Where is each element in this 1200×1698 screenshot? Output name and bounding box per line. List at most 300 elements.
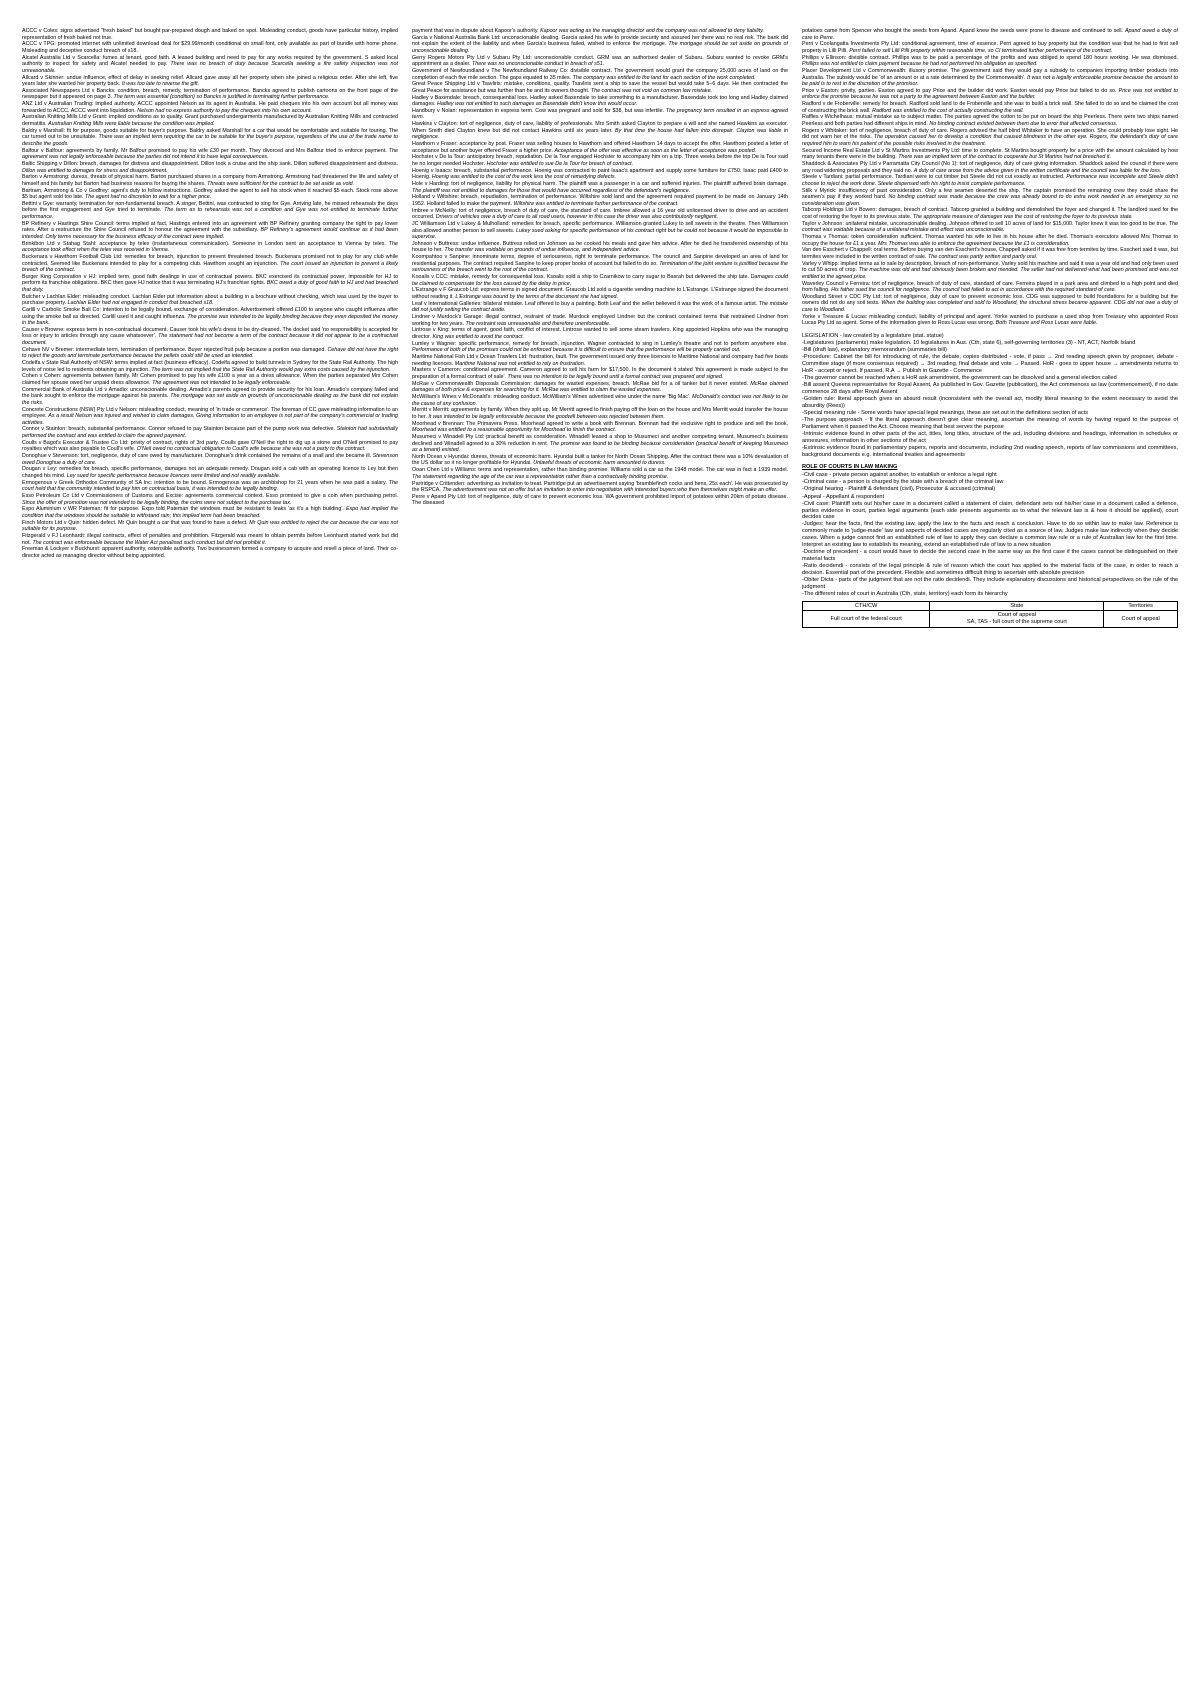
case-name: Taylor v Johnson: bbox=[802, 220, 844, 227]
case-entry bbox=[22, 347, 398, 360]
case-entry bbox=[22, 55, 398, 75]
case-name: Barton v Armstrong: bbox=[22, 174, 70, 181]
legislation-note: -Bill (draft law), explanatory memorandum (summaries bill) bbox=[802, 347, 947, 354]
case-name: Perri v Coolangatta Investments Pty Ltd: bbox=[802, 41, 900, 48]
case-name: Great Peace Shipping Ltd v Tsavliris: bbox=[412, 81, 503, 88]
case-name: Masters v Cameron: bbox=[412, 367, 462, 374]
case-holding: The transfer was voidable on grounds of undue influence, and independent advice. bbox=[444, 247, 641, 254]
case-entry bbox=[412, 407, 788, 420]
case-facts: undue influence, effect of delay in seeking relief. Allcard gave away all her property when she joined a religious order. After she left, five years later she wanted her property back. bbox=[22, 74, 398, 88]
case-entry bbox=[412, 154, 788, 167]
case-name: Ooan Chen Ltd v Williams: bbox=[412, 467, 477, 474]
case-facts: tort of negligence, duty of care giving information. Shaddock asked the council if there were any road widening proposals and they said no. bbox=[802, 160, 1178, 174]
case-holding: The plaintiff was not entitled to damages for those that would have occurred regardless of the defendant's negligence. bbox=[412, 187, 691, 194]
case-entry bbox=[22, 387, 398, 407]
column-3 bbox=[802, 28, 1178, 1688]
case-holding: The company was entitled to the land for each section of the work completed. bbox=[572, 74, 756, 81]
legislation-note: -Procedure: Cabinet the bill for introducing of rule, the debate, copies distributed - vote, if pass → 2nd reading speech given by proposer, debate - Committee stage (if more consensus required) → 3rd reading, final debate and vote → Passed. HoR - goes to upper house → amendments returns to HoR - accept or reject. If passed, R.A → Publish in Gazette - Commence bbox=[802, 354, 1178, 374]
case-facts: frustration, fault. The government issued only three licences to Maritime National and company had five boats needing licences. bbox=[412, 354, 788, 367]
case-facts: breach, repudiation, termination of performance. Wiltshire sold land and the agreement required payment to be made on January 14th 1952. Holland failed to make the payment. bbox=[412, 194, 788, 207]
case-entry bbox=[22, 546, 398, 559]
case-holding: Hadley was not entitled to such damages as Baxendale didn't know this would occur. bbox=[436, 101, 638, 108]
case-holding: Expo had implied the condition that the windows should be suitable to withstand rain; this implied term had been breached. bbox=[22, 506, 398, 519]
case-facts: agreements between family. Mr Cohen promised to pay his wife £100 a year as a dress allowance. When the parties separated Mrs Cohen claimed her spouse owed her unpaid dress allowance. bbox=[22, 373, 398, 386]
case-holding: BKC owed a duty of good faith to HJ and had breached that duty. bbox=[22, 280, 398, 293]
case-entry bbox=[22, 241, 398, 254]
column-1 bbox=[22, 28, 398, 1688]
case-name: Codelfa v State Rail Authority of NSW: bbox=[22, 360, 114, 367]
case-name: Musumeci v Winadell Pty Ltd: bbox=[412, 434, 485, 441]
case-entry bbox=[412, 454, 788, 467]
case-entry bbox=[412, 421, 788, 434]
case-entry bbox=[22, 28, 398, 41]
case-name: Butcher v Lachlan Elder: bbox=[22, 293, 82, 300]
case-entry bbox=[412, 287, 788, 300]
case-holding: The mortgage was set aside on grounds of unconscionable dealing as the bank did not explain the risks. bbox=[22, 393, 398, 406]
case-name: Handbury v Nolan: bbox=[412, 107, 457, 114]
case-entry bbox=[802, 207, 1178, 220]
case-facts: damages, breach of contract. Tabcorp granted a building and demolished the foyer and changed it. The landlord sued for the cost of restoring the foyer to its previous state. bbox=[802, 207, 1178, 220]
case-name: Maritime National Fish Ltd v Ocean Trawlers Ltd: bbox=[412, 354, 528, 361]
table-header: Territories bbox=[1104, 601, 1178, 611]
case-holding: Lachlan Elder had not engaged in conduct that breached s18. bbox=[67, 300, 214, 307]
case-entry bbox=[22, 440, 398, 453]
case-entry bbox=[22, 101, 398, 114]
case-facts: practical benefit as consideration. Winadell leased a shop to Musumeci and another competing tenant. Musumeci's business declined and Winadell agreed to a 30% reduction in rent. bbox=[412, 434, 788, 447]
case-holding: The court issued an injunction to prevent a likely breach of the contract. bbox=[22, 260, 398, 274]
case-entry bbox=[412, 28, 788, 35]
case-entry bbox=[802, 314, 1178, 327]
case-entry bbox=[22, 426, 398, 439]
case-name: Burger King Corporation v HJ: bbox=[22, 273, 97, 280]
case-holding: Both Treasure and Ross Lucas were liable. bbox=[995, 320, 1098, 327]
case-facts: condition, breach, remedy, termination of performance. Bancks agreed to publish cartoons on the front page of the newspaper but it appeared on page 3. bbox=[22, 87, 398, 101]
case-holding: Lukey sued asking for specific performance of his contract right but he could not because it would be impossible to supervise. bbox=[412, 227, 788, 241]
case-holding: Since the offer of promotion was not intended to be legally binding, the coins were not subject to the purchase tax. bbox=[22, 499, 292, 506]
case-entry bbox=[802, 148, 1178, 161]
case-name: Koompahtoo v Sanpine: bbox=[412, 254, 471, 261]
legislation-note: -The governor cannot be reached when a HoR ask amendment, the government can be dissolved and a general election called bbox=[802, 374, 1117, 381]
case-facts: remedies for breach, injunction to prevent threatened breach. Buckenara promised not to play for any club while contracted. Seemed like Buckenara intended to play for a competing club. Hawthorn sought an injunction. bbox=[22, 253, 398, 267]
case-holding: Drivers of vehicles owe a duty of care to all road users, however in this case the driver was also contributorily negligent. bbox=[435, 214, 718, 221]
case-entry bbox=[22, 407, 398, 427]
case-holding: The restraint was unreasonable and therefore unenforceable. bbox=[465, 320, 611, 327]
case-facts: tort of negligence, duty of care to prevent economic loss. WA government prohibited import of potatoes within 20km of potato disease. The diseased bbox=[412, 493, 788, 507]
case-entry bbox=[22, 274, 398, 294]
case-facts: apparent authority, ostensible authority. Two businessmen formed a company to acquire and resell a piece of land. Their co-director acted as managing director without being appointed. bbox=[22, 546, 398, 559]
case-holding: The agent had no discretion to wait for a higher price. bbox=[85, 194, 212, 201]
case-holding: Mr Quin was entitled to reject the car because the car was not suitable for its purpose. bbox=[22, 519, 398, 533]
case-facts: mutual mistake as to subject matter. The parties agreed the cotton to be put on board the ship Peerless. There were two ships named Peerless and both parties had different ships in mind. bbox=[802, 114, 1178, 127]
legislation-note: -Golden rule: literal approach gives an absurd result (inconsistent with the overall act, modify literal meaning to the extent necessary to avoid the absurdity (Rees)) bbox=[802, 395, 1178, 409]
case-holding: The mistake did not justify setting the contract aside. bbox=[412, 300, 788, 314]
case-facts: mistake, conditions, quality. Tsavliris sent a ship to save the vessel but would take 5–6 days. He then contracted the Great Peace for assistance but was further than he and its owners thought. bbox=[412, 81, 788, 94]
case-holding: King was entitled to avoid the contract. bbox=[432, 333, 525, 340]
case-name: Yorke v Treasure & Lucas: bbox=[802, 313, 868, 320]
case-facts: misleading conduct. Lachlan Elder put information about a building in a brochure without checking, which was used by the buyer to purchase property. bbox=[22, 293, 398, 307]
case-name: Fitzgerald v FJ Leonhardt: bbox=[22, 532, 86, 539]
case-name: Concrete Constructions (NSW) Pty Ltd v Nelson: bbox=[22, 406, 138, 413]
case-facts: The Primavera Press. Moorhead agreed to write a book with Brennan. Brennan had the exclusive right to produce and sell the book. bbox=[466, 420, 788, 427]
case-holding: The mortgage should be set aside on grounds of unconscionable dealing. bbox=[412, 41, 788, 54]
case-facts: divisible contract. The government would grant the company 25,000 acres of land on the completion of each five mile section. The gaps equated to 35 miles. bbox=[412, 67, 788, 81]
case-facts: representation in express term. Cow was pregnant and sold for $38, but was infertile. bbox=[458, 107, 665, 114]
table-header: State bbox=[930, 601, 1104, 611]
case-entry bbox=[22, 493, 398, 506]
case-name: Ermogenous v Greek Orthodox Community of SA Inc: bbox=[22, 479, 153, 486]
case-holding: The advertisement was not an offer but an invitation to enter into negotiation with interested buyers who then themselves might make an offer. bbox=[442, 487, 778, 494]
case-facts: duress, threats of economic harm. Hyundai built a tanker for North Ocean Shipping. After the contract there was a 10% devaluation of the US dollar so it no longer profitable for Hyundai. bbox=[412, 453, 788, 467]
case-entry bbox=[22, 533, 398, 546]
case-facts: unconscionable conduct. GRM was an authorised dealer of Subaru. Subaru wanted to revoke GRM's appointment as a dealer. bbox=[412, 54, 788, 68]
legislation-note: -The purpose approach - If the literal approach doesn't give clear meaning, ascertain the meaning of words by having regard to the purpose of Parliament when it passed the Act. Choose meaning that best serves the purpose bbox=[802, 416, 1178, 430]
case-facts: tort of negligence, liability for physical harm. The plaintiff was a passenger in a car and suffered injuries. The plaintiff suffered brain damage. bbox=[451, 181, 788, 188]
case-facts: breach, damages for distress and disappointment. Dillon took a cruise and the ship sank. Dillon suffered disappointment and distress. bbox=[80, 160, 398, 167]
court-hierarchy-table bbox=[802, 601, 1178, 628]
case-name: Esso Petroleum Co Ltd v Commissioners of Customs and Excise: bbox=[22, 493, 184, 499]
case-holding: By that time the house had fallen into disrepair. Clayton was liable in negligence. bbox=[412, 127, 788, 141]
case-facts: misleading conduct, liability of principal and agent. Yorke wanted to purchase a used shop from Treasury who appointed Ross Lucas Pty Ltd as agent. Some of the information given to Ross Lucas was wrong. bbox=[802, 313, 1178, 327]
case-entry bbox=[412, 254, 788, 274]
case-entry bbox=[412, 367, 788, 380]
case-entry bbox=[412, 327, 788, 340]
case-name: Baltic Shipping v Dillon: bbox=[22, 160, 79, 167]
case-facts: implied terms as to sale by description, breach of non-performance. Varley sold his machine and said it was a year old and had only been used to cut 50 acres of crop. bbox=[802, 260, 1178, 274]
case-facts: misleading conduct, meaning of 'in trade or commerce'. The foreman of CC gave misleading information to an employee. bbox=[22, 406, 398, 420]
case-holding: O'Neil owed no contractual obligation to Coull's wife because she was not a party to the contract. bbox=[136, 446, 366, 453]
case-name: Radford v de Froberville: bbox=[802, 101, 861, 108]
case-holding: Unlawful threats of economic harm amounted to duress. bbox=[533, 460, 666, 467]
legislation-note: -Extrinsic evidence found in parliamentary papers, reports and documents, including 2nd reading speech, reports of law commissions and committees, background documents e.g. international treaties and agreements bbox=[802, 444, 1178, 458]
case-name: Lindner v Murdock's Garage: bbox=[412, 314, 484, 321]
case-facts: payment that was in dispute about Kapoor's authority. bbox=[412, 28, 539, 34]
case-holding: Price was not entitled to enforce the promise because he was not a party to the agreement between Easton and the builder. bbox=[802, 87, 1178, 101]
case-entry bbox=[802, 28, 1178, 41]
table-cell: Full court of the federal court bbox=[803, 611, 930, 628]
case-name: Garcia v National Australia Bank Ltd: bbox=[412, 34, 501, 41]
case-holding: There was no unconscionable conduct in breach of s51. bbox=[472, 61, 605, 68]
case-name: Connor v Stainton: bbox=[22, 426, 67, 433]
case-facts: unilateral mistake, unconscionable dealing. Johnson offered to sell 10 acres of land for $15,000. Taylor knew it was too good to be true. bbox=[845, 220, 1168, 227]
case-name: Hadley v Baxendale: bbox=[412, 94, 462, 101]
case-holding: There was no breach of duty because Scarcella seeking a fire safety inspection was not unreasonable. bbox=[22, 61, 398, 74]
case-entry bbox=[412, 314, 788, 327]
case-entry bbox=[412, 121, 788, 141]
case-facts: advertising as invitation to treat. Partridge put an advertisement saying 'bramblefinch cocks and hens, 25s each'. He was prosecuted by the RSPCA. bbox=[412, 480, 788, 494]
case-facts: divisible contract. Phillips was to be paid a percentage of the profits and was obliged to spend 180 hours working. He was dismissed. bbox=[848, 54, 1178, 61]
case-name: BP Refinery v Hastings Shire Council: bbox=[22, 220, 115, 227]
case-name: Stilk v Myrick: bbox=[802, 187, 837, 194]
case-name: Cehave NV v Bremer: bbox=[22, 346, 75, 353]
table-cell: Court of appeal bbox=[1104, 611, 1178, 628]
case-holding: The contract was voidable because of a unilateral mistake and effect was unconscionable. bbox=[802, 220, 1178, 234]
case-facts: duress, threats of physical harm. Barton purchased shares in a company from Armstrong. Armstrong had threatened the life and safety of himself and his family but Barton had business reasons for buying the shares. bbox=[22, 174, 398, 187]
case-entry bbox=[412, 381, 788, 394]
case-facts: tort, negligence, duty of care owed by manufacturer. Donoghue's drink contained the remains of a snail and she became ill. bbox=[80, 453, 372, 460]
case-entry bbox=[22, 254, 398, 274]
case-entry bbox=[22, 360, 398, 373]
case-name: McWilliam's Wines v McDonald's: bbox=[412, 394, 492, 401]
courts-section bbox=[802, 464, 1178, 597]
case-holding: There was an implied term of the contract to cooperate but St Martins had not breached it. bbox=[898, 154, 1111, 161]
case-holding: It was not a legally enforceable promise because the amount to be paid is to rest in the discretion of the promisor. bbox=[802, 74, 1178, 88]
case-facts: fit for purpose. Expo told Pateman the windows must be resistant to leaks 'as it's a high building'. bbox=[104, 506, 344, 513]
legislation-note: LEGISLATION - law created by a legislature (stat. statue) bbox=[802, 332, 944, 339]
case-facts: misleading conduct. McWilliam's Wines advertised wine under the name 'Big Mac'. bbox=[493, 394, 691, 401]
case-entry bbox=[412, 274, 788, 287]
case-holding: L'Estrange was bound by the terms of the document she had signed. bbox=[455, 293, 619, 300]
case-facts: breach, substantial performance. Connor refused to pay Stainton because part of the pump work was defective. bbox=[68, 426, 335, 433]
case-name: Dougan v Ley: bbox=[22, 466, 58, 473]
case-holding: The promise was found to be binding because consideration (practical benefit of keeping Musumeci as a tenant) existed. bbox=[412, 440, 788, 454]
case-facts: signs advertised "fresh baked" but bought par-prepared dough and baked on spot. Misleading conduct, goods have particular history, implied representation of fresh baked not true. bbox=[22, 28, 398, 41]
case-holding: Nelson had no express authority to pay the cheques into his own account. bbox=[137, 107, 312, 114]
case-name: Woodland Street v CDC Pty Ltd: bbox=[802, 293, 882, 300]
case-name: Freeman & Lockyer v Buckhurst: bbox=[22, 546, 101, 553]
case-facts: insufficiency of past consideration. Only a few seamen deserted the ship. The captain promised the remaining crew they could share the seamen's pay if they worked hard. bbox=[802, 187, 1178, 201]
case-entry bbox=[22, 148, 398, 161]
case-facts: conditional agreement. Cameron agreed to sell his farm for $17,500. In the document it stated 'this agreement is made subject to the preparation of a formal contract of sale'. bbox=[412, 367, 788, 380]
case-holding: Radford was entitled to the cost of actually constructing the wall. bbox=[872, 107, 1024, 114]
case-facts: agreements commercial context. Esso promised to give a coin when purchasing petrol. bbox=[185, 493, 398, 499]
case-name: Balfour v Balfour: bbox=[22, 147, 65, 154]
case-holding: The contract was enforceable because the Water Act penalised such conduct but did not prohibit it. bbox=[32, 539, 267, 546]
case-name: Tabcorp Holdings Ltd v Bowen: bbox=[802, 207, 877, 214]
case-facts: express term in non-contractual document. Causer took his wife's dress to be dry-cleaned. The docket said 'no responsibility is accepted for loss or injury to articles through any cause whatsoever'. bbox=[22, 326, 398, 340]
case-entry bbox=[802, 68, 1178, 88]
case-facts: promoted internet with unlimited download deal for $29.99/month conditional on small font, only available as part of bundle with home phone. Misleading and deceptive conduct breach of s18. bbox=[22, 41, 398, 54]
case-holding: Ley sued for specific performance because licences were limited and not readily available. bbox=[66, 472, 281, 479]
case-name: Holland v Wiltshire: bbox=[412, 194, 459, 201]
case-entry bbox=[412, 141, 788, 154]
case-holding: Hoenig was entitled to the cost of the work less the cost of remedying defects. bbox=[431, 174, 617, 181]
table-cell: Court of appeal SA, TAS - full court of the supreme court bbox=[930, 611, 1104, 628]
case-facts: terms of agent, good faith, conflict of interest. Lintrose wanted to sell some steam trawlers. King appointed Hopkins who was the managing director. bbox=[412, 327, 788, 340]
case-entry bbox=[412, 181, 788, 194]
case-name: Rogers v Whitaker: bbox=[802, 127, 848, 134]
case-holding: Cehave did not have the right to reject the goods and terminate performance because the pellets could still be used as intended. bbox=[22, 346, 398, 360]
case-facts: illusory promise. The government said they would pay a subsidy to companies importing timber products into Australia. The subsidy would be 'of an amount or at a rate determined by the Commonwealth'. bbox=[802, 67, 1178, 81]
case-holding: There was an implied term requiring the car to be suitable for the buyer's purpose, regardless of the use of the trade name to describe the goods. bbox=[22, 134, 398, 147]
case-entry bbox=[22, 161, 398, 174]
case-holding: The term as to rehearsals was not a condition and Gye was not entitled to terminate further performance. bbox=[22, 207, 398, 220]
case-entry bbox=[412, 467, 788, 480]
case-list bbox=[802, 28, 1178, 327]
case-holding: His father sued the council for negligence. The council had failed to act in accordance with the required standard of care. bbox=[831, 287, 1116, 294]
case-name: Thomas v Thomas: bbox=[802, 234, 850, 241]
courts-note: -Civil case - private person against another, to establish or enforce a legal right bbox=[802, 472, 997, 479]
case-name: Hawthorn v Fraser: bbox=[412, 141, 458, 148]
case-entry bbox=[802, 88, 1178, 101]
case-entry bbox=[412, 434, 788, 454]
case-name: Commercial Bank of Australia Ltd v Amadio: bbox=[22, 386, 129, 393]
case-holding: Performance of both of the promises could not be enforced because it is difficult to ensure that the performance will be properly carried out. bbox=[412, 347, 741, 354]
case-entry bbox=[802, 114, 1178, 127]
case-entry bbox=[412, 95, 788, 108]
case-entry bbox=[412, 194, 788, 207]
case-entry bbox=[22, 294, 398, 307]
case-name: Government of Newfoundland v The Newfoundland Railway Co: bbox=[412, 67, 569, 74]
case-entry bbox=[802, 294, 1178, 314]
case-entry bbox=[22, 41, 398, 54]
case-entry bbox=[802, 221, 1178, 234]
case-holding: No binding contract was made because the crew was already bound to do extra work needed in an emergency so no consideration was given. bbox=[802, 194, 1178, 207]
case-entry bbox=[412, 35, 788, 55]
case-facts: implied authority. ACCC appointed Nelson as its agent in Australia. He paid cheques into his own account but all money was forwarded to ACCC. ACCC went into liquidation. bbox=[22, 101, 398, 114]
case-facts: tort of negligence, duty of care, liability of professionals. Mrs Smith asked Clayton to prepare a will and she named Hawkins as executor. When Smith died Clayton knew but did not contact Hawkins until six years later. bbox=[412, 121, 788, 134]
case-entry bbox=[22, 221, 398, 241]
case-holding: The term was not implied that the State Rail Authority would pay extra costs caused by the injunction. bbox=[151, 366, 391, 373]
case-facts: intention to be legally bound, exchange of consideration. Advertisement offered £100 to anyone who caught influenza after using the smoke ball as directed. Carlill used it and caught influenza. bbox=[22, 307, 398, 320]
case-facts: intention to be bound. Ermogenous was an archbishop for 21 years when he was paid a salary. bbox=[154, 479, 387, 486]
column-2 bbox=[412, 28, 788, 1688]
legislation-section bbox=[802, 333, 1178, 459]
case-entry bbox=[22, 88, 398, 101]
case-facts: breach, substantial performance. Hoenig was contracted to paint Isaac's apartment and supply some furniture for £750. Isaac paid £400 to Hoenig. bbox=[412, 167, 788, 181]
case-holding: The machine was old and had obviously been broken and mended. The seller had not delivered what had been promised and was not entitled to the agreed price. bbox=[802, 267, 1178, 280]
case-entry bbox=[22, 327, 398, 347]
case-facts: agreements by family. When they split up, Mr Merritt agreed to finish paying off the loan on the house and Mrs Merritt would transfer the house to her. bbox=[412, 407, 788, 420]
case-facts: conditional agreement, time of essence. Perri agreed to buy property but the condition was that he had to first sell property in Lilli Pilli. bbox=[802, 41, 1178, 54]
case-holding: Australian Knitting Mills were liable because the condition was implied. bbox=[48, 121, 215, 127]
case-facts: unconscionable dealing. Garcia asked his wife to provide security and assured her there was no real risk. The bank did not explain the extent of the liability and when Garcia's business failed, wished to enforce the mortgage. bbox=[412, 34, 788, 48]
case-holding: As a result Nelson was injured and wished to claim damages. Giving information to an employee is not part of the company's commercial or trading activities. bbox=[22, 413, 398, 426]
case-entry bbox=[22, 128, 398, 148]
case-name: Finch Motors Ltd v Quin: bbox=[22, 519, 81, 526]
case-name: Hochster v De la Tour: bbox=[412, 154, 466, 161]
case-name: Brinkibon Ltd v Stahag Stahl: bbox=[22, 240, 97, 247]
case-holding: The contract was not void on common law mistake. bbox=[590, 87, 713, 94]
table-header: CTH/CW bbox=[803, 601, 930, 611]
case-entry bbox=[412, 481, 788, 494]
case-facts: tort of negligence, breach of duty of care, the standard of care. Imbree allowed a 16 year old unlicensed driver to drive and an accident occurred. bbox=[412, 207, 788, 221]
case-facts: terms and representation, rather than binding promise. Williams sold a car as the 1948 model. The car was in fact a 1939 model. bbox=[478, 467, 788, 474]
case-facts: tort of negligence, breach of duty of care. Rogers advised the half blind Whitaker to have an operation. She could probably lose sight. He did not warn her of the risks. bbox=[802, 127, 1178, 141]
case-holding: The term was essential (condition) so Bancks is justified in terminating further performance. bbox=[113, 94, 330, 101]
case-holding: Dillon was entitled to damages for stress and disappointment. bbox=[22, 167, 168, 174]
case-holding: There was no intention to be legally bound until a formal contract was prepared and signed. bbox=[507, 373, 724, 380]
case-facts: agreements by family. Mr Balfour promised to pay his wife £30 per month. They divorced and Mrs Balfour tried to enforce payment. bbox=[66, 147, 387, 154]
case-holding: Stevenson owed Donoghue a duty of care. bbox=[22, 453, 398, 466]
case-facts: partial performance. Tardiani were to cut timber but Steele did not cut exactly as instructed. bbox=[845, 174, 1065, 181]
case-holding: McDonald's conduct was not likely to be the cause of any confusion. bbox=[412, 394, 788, 407]
case-entry bbox=[412, 68, 788, 81]
case-holding: Phillips was not entitled to claim payment because he had not performed his obligation as specified. bbox=[802, 61, 1038, 68]
case-name: ANZ Ltd v Australian Trading: bbox=[22, 101, 94, 108]
case-name: North Ocean v Hyundai: bbox=[412, 453, 470, 460]
case-facts: implied conditions as to quality. Grant purchased undergarments manufactured by Australian Knitting Mills and contracted dermatitis. bbox=[22, 114, 398, 127]
case-name: Expo Aluminium v WR Pateman: bbox=[22, 506, 102, 513]
case-holding: Termination of the joint venture is justified because the seriousness of the breach went to the root of the contract. bbox=[412, 260, 788, 274]
case-name: Bartram, Armstrong & Co v Godfrey: bbox=[22, 187, 110, 194]
case-facts: fumes at tenant, good faith. A leased building and need to pay for any works required by the government. S asked local authority to inspect for safety and Alcatel needed to pay. bbox=[22, 54, 398, 68]
case-facts: tort of negligence, duty of care to prevent economic loss. CDG was supposed to build foundations for a building but the owners did not do any soil tests. bbox=[802, 293, 1178, 307]
case-facts: terms implied at fact (business efficacy). Codelfa agreed to build tunnels in Sydney for the State Rail Authority. The high levels of noise led to residents obtaining an injunction. bbox=[22, 360, 398, 373]
case-name: Lintrose v King: bbox=[412, 327, 450, 334]
case-name: Australian Knitting Mills Ltd v Grant: bbox=[22, 114, 108, 121]
case-facts: unconscionable dealing. Amadio's parents agreed to provide security for his loan. Amadio's company failed and the bank sought to enforce the mortgage against his parents. bbox=[22, 386, 398, 400]
case-name: Placer Development Ltd v Commonwealth: bbox=[802, 67, 907, 74]
case-entry bbox=[802, 41, 1178, 54]
courts-note: -Doctrine of precedent - a court would have to decide the second case in the same way as the first case if the cases cannot be distinguished on their material facts bbox=[802, 548, 1178, 562]
case-entry bbox=[22, 174, 398, 187]
case-holding: Threats were sufficient for the contract to be set aside as void. bbox=[207, 180, 355, 187]
case-name: Gerry Rogers Motors Pty Ltd v Subaru Pty Ltd: bbox=[412, 54, 532, 61]
case-name: Johnson v Buttress: bbox=[412, 240, 460, 247]
courts-note: -Judges: hear the facts, find the existing law, apply the law to the facts and reach a conclusion. Have to do so within law to make law. Reference is commonly made to 'judge-made' law and aspects of decided cases are regularly cited as a source of law. Judges make law indirectly when they decide cases. When a judge cannot find an established rule of law to apply they can declare a common law rule or a rule of Australian law for the first time. Interpret an existing law to establish its meaning, extend an established rule of law to a new situation bbox=[802, 521, 1178, 548]
case-holding: Hochster was entitled to sue De la Tour for breach of contract. bbox=[486, 160, 634, 167]
case-holding: Stainton had substantially performed the contract and was entitled to claim the agreed payment. bbox=[22, 426, 398, 439]
case-name: Causer v Browne: bbox=[22, 326, 65, 333]
case-facts: specific performance, remedy for breach, injunction. Wagner contracted to sing in Lumley's theatre and not to perform anywhere else. bbox=[458, 340, 788, 347]
case-facts: acceptance by telex (instantaneous communication). Someone in London sent an acceptance to Vienna by telex. bbox=[99, 240, 386, 247]
case-entry bbox=[802, 247, 1178, 260]
case-holding: The appropriate measure of damages was the cost of restoring the foyer to its previous state. bbox=[912, 214, 1133, 220]
case-name: Cohen v Cohen: bbox=[22, 373, 62, 380]
case-name: Price v Easton: bbox=[802, 87, 840, 94]
courts-note: -Ratio decidendi - consists of the legal principle & rule of reason which the court has applied to the material facts of the case, in order to reach a decision. Essential part of the precedent. Flexible and sometimes difficult thing to ascertain with absolute precision bbox=[802, 562, 1178, 576]
case-facts: agent's duty to follow instructions. Godfrey asked the agent to sell his stock when it reached $5 each. Stock rose above $5 but agent sold too late. bbox=[22, 187, 398, 201]
case-facts: acceptance by post. Fraser was selling houses to Hawthorn and offered Hawthorn 14 days to accept the offer. Hawthorn posted a letter of acceptance but another buyer offered Fraser a higher price. bbox=[412, 141, 788, 154]
case-entry bbox=[802, 101, 1178, 114]
case-name: Partridge v Crittenden: bbox=[412, 480, 466, 487]
case-facts: breach, consequential loss. Hadley asked Baxendale to take something to a manufacturer. Baxendale took too long and Hadley claimed damages. bbox=[412, 94, 788, 108]
case-holding: Maritime National was not entitled to rely on frustration. bbox=[454, 360, 586, 367]
case-facts: remedy for breach. Radford sold land to de Froberville and she was to build a brick wall. She failed to do so and he claimed the cost of constructing the brick wall. bbox=[802, 101, 1178, 114]
case-holding: It was intended to be legally enforceable because the goodwill between was rejected between them. bbox=[428, 413, 665, 420]
case-facts: hidden defect. Mr Quin bought a car that was found to have a defect. bbox=[82, 519, 248, 526]
case-entry bbox=[802, 161, 1178, 174]
case-entry bbox=[802, 174, 1178, 187]
case-entry bbox=[412, 55, 788, 68]
case-entry bbox=[22, 307, 398, 327]
case-name: Moorhead v Brennan: bbox=[412, 420, 465, 427]
case-facts: tort of negligence, breach of duty of care, standard of care. Ferreira played in a park area and climbed to a high point and died from falling. bbox=[802, 280, 1178, 294]
case-holding: The agreement was not intended to be legally enforceable. bbox=[152, 379, 292, 386]
case-name: Van den Esschert v Chappell: bbox=[802, 247, 873, 254]
case-name: Hoenig v Isaacs: bbox=[412, 167, 453, 174]
case-name: Bettini v Gye: bbox=[22, 200, 55, 207]
legislation-note: -Legislatures (parliaments) make legislation. 10 legislatures in Aus. (Cth, state 6), self-governing territories (3) - NT, ACT, Norfolk Island bbox=[802, 339, 1136, 346]
case-name: Varley v Whipp: bbox=[802, 260, 840, 267]
case-entry bbox=[802, 281, 1178, 294]
table-row bbox=[803, 611, 1178, 628]
case-holding: No binding contract existed between them due to error that affected consensus. bbox=[929, 121, 1118, 127]
case-holding: Wiltshire was entitled to terminate further performance of the contract. bbox=[513, 200, 679, 207]
case-facts: terms implied at fact. Hastings entered into an agreement with BP Refinery granting company the right to pay lower rates. After a restructure the Shire Council refused to honour the agreement with the subsidiary. bbox=[22, 220, 398, 234]
case-holding: The court held that the community intended to pay him on contractual basis, it was intended to be legally binding. bbox=[22, 479, 398, 493]
case-entry bbox=[22, 188, 398, 201]
case-entry bbox=[22, 201, 398, 221]
case-name: Perre v Apand Pty Ltd: bbox=[412, 493, 467, 500]
case-facts: intermediate term, termination of performance. Buyer rejected fruit pulp because a portion was damaged. bbox=[76, 346, 326, 353]
case-name: Imbree v McNeilly: bbox=[412, 207, 457, 214]
case-holding: Kapoor was acting as the managing director and the company was not allowed to deny liability. bbox=[540, 28, 764, 34]
courts-note: -Civil case: Plaintiff sets out his/her case in a document called a statement of claim, defendant sets out his/her case in a document called a defence, parties evidence in court, parties legal arguments (each side presents arguments as to what the relevant law is & how it should be applied), court decides case bbox=[802, 500, 1178, 521]
legislation-note: -Special meaning rule - Some words have special legal meanings, these are set out in the definitions section of acts bbox=[802, 409, 1089, 416]
case-name: Buckenara v Hawthorn Football Club Ltd: bbox=[22, 253, 123, 260]
case-facts: illegal contract, restraint of trade. Murdock employed Lindner but the contract contained terms that restrained Lindner from working for two years. bbox=[412, 314, 788, 327]
courts-note: -The different rates of court in Australia (Cth, state, territory) each form its hierarchy bbox=[802, 590, 1008, 597]
case-entry bbox=[22, 466, 398, 479]
case-entry bbox=[22, 75, 398, 88]
case-entry bbox=[412, 354, 788, 367]
case-entry bbox=[22, 114, 398, 127]
case-name: JC Williamson Ltd v Lukey & Mulholland: bbox=[412, 221, 510, 228]
case-entry bbox=[802, 261, 1178, 281]
courts-note: -Appeal - Appellant & respondent bbox=[802, 493, 885, 500]
case-name: Kooalis v CCC: bbox=[412, 274, 449, 281]
